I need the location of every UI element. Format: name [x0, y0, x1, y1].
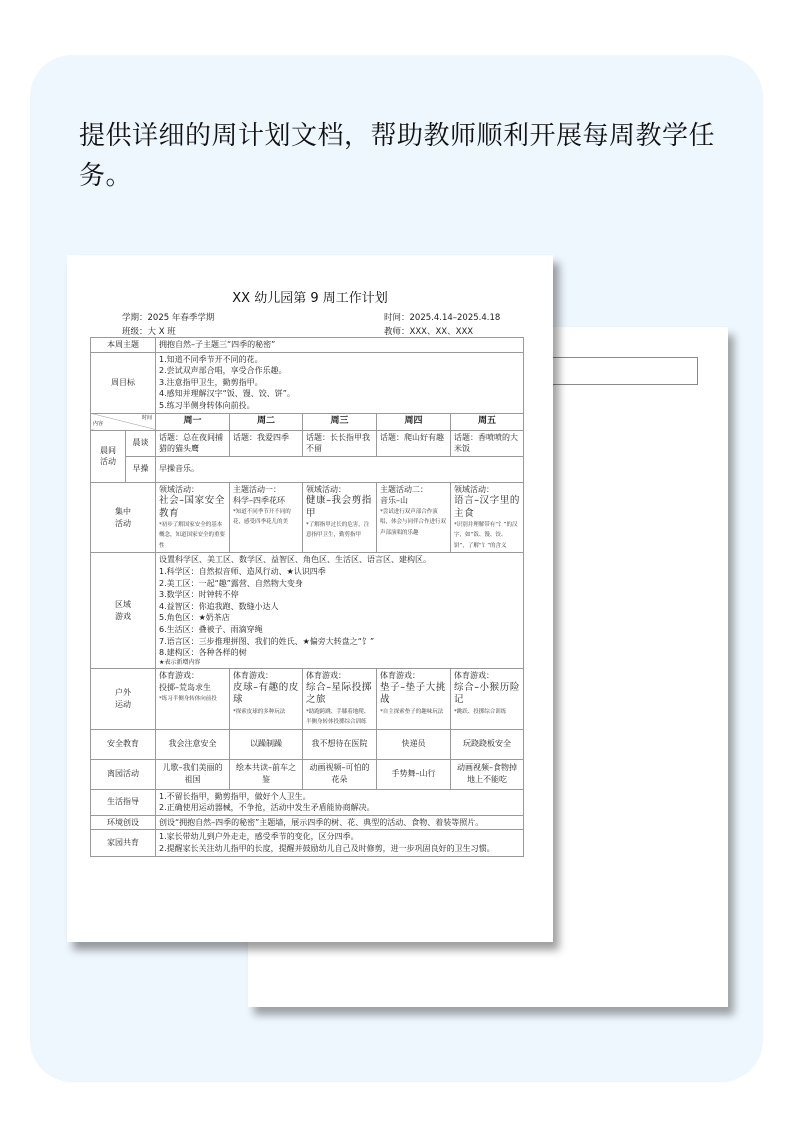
goal-item: 4.感知并理解汉字“饭、馒、饺、饼”。	[159, 389, 295, 399]
area-item: 4.益智区：你追我跑、数缝小达人	[159, 601, 279, 611]
talk-cell: 话题：我爱四季	[230, 430, 303, 456]
outdoor-row	[91, 669, 524, 729]
safety-label: 安全教育	[91, 729, 156, 759]
environment-label: 环境创设	[91, 815, 156, 830]
talk-cell: 话题：爬山好有趣	[377, 430, 451, 456]
document-title: XX 幼儿园第 9 周工作计划	[232, 291, 388, 306]
class-info: 班级：大 X 班	[122, 327, 176, 337]
leaving-cell: 动画视频–可怕的花朵	[303, 759, 377, 789]
goals-label: 周目标	[91, 352, 156, 413]
life-guidance-list: 1.不留长指甲，勤剪指甲，做好个人卫生。 2.正确使用运动器械，不争抢，活动中发生矛盾能协商解决。	[156, 789, 524, 815]
theme-value: 拥抱自然–子主题三“四季的秘密”	[156, 338, 524, 353]
area-intro: 设置科学区、美工区、数学区、益智区、角色区、生活区、语言区、建构区。	[159, 555, 431, 565]
area-item: 1.科学区：自然拟音师、造风行动、★认识四季	[159, 566, 326, 576]
focus-cell: 领域活动： 社会–国家安全教育 *初步了解国家安全的基本概念，知道国家安全的重要性	[156, 482, 230, 553]
focus-cell: 主题活动一： 科学–四季花环 *知道不同季节开不同的花，感受四季花儿的美	[230, 482, 303, 553]
focus-cell: 领域活动： 健康–我会剪指甲 *了解指甲过长的危害，注意指甲卫生，勤剪指甲	[303, 482, 377, 553]
talk-cell: 话题：总在夜间捕猎的猫头鹰	[156, 430, 230, 456]
focus-cell: 领域活动： 语言–汉字里的主食 *识别并理解带有“饣”的汉字，如“饭、馒、饺、饼”，了解“饣”的含义	[451, 482, 524, 553]
safety-cell: 玩跷跷板安全	[451, 729, 524, 759]
goal-item: 3.注意指甲卫生，勤剪指甲。	[159, 377, 263, 387]
area-item: 3.数学区：时钟转不停	[159, 590, 239, 600]
weekly-plan-table	[90, 337, 524, 857]
area-item: 5.角色区：★奶茶店	[159, 613, 230, 623]
day-header-row	[91, 413, 524, 430]
area-item: 8.建构区：各种各样的树	[159, 648, 247, 658]
leaving-cell: 手势舞–山行	[377, 759, 451, 789]
safety-cell: 以躁制躁	[230, 729, 303, 759]
exercise-label: 早操	[126, 456, 156, 482]
morning-label: 晨间 活动	[91, 430, 126, 482]
outdoor-cell: 体育游戏： 皮球–有趣的皮球 *探索皮球的多种玩法	[230, 669, 303, 729]
home-school-label: 家园共育	[91, 830, 156, 856]
term-info: 学期：2025 年春季学期	[122, 313, 215, 323]
talk-cell: 话题：香喷喷的大米饭	[451, 430, 524, 456]
goal-item: 2.尝试双声部合唱，享受合作乐趣。	[159, 366, 287, 376]
talk-label: 晨谈	[126, 430, 156, 456]
goal-item: 5.练习半侧身转体向前投。	[159, 400, 255, 410]
teacher-info: 教师：XXX、XX、XXX	[384, 327, 474, 337]
leaving-cell: 儿歌–我们美丽的祖国	[156, 759, 230, 789]
outdoor-label: 户外 运动	[91, 669, 156, 729]
outdoor-cell: 体育游戏： 综合–星际投掷之旅 *助跑跨跳、手膝着地爬、半侧身转体投掷综合训练	[303, 669, 377, 729]
life-guidance-label: 生活指导	[91, 789, 156, 815]
environment-value: 创设“拥抱自然–四季的秘密”主题墙，展示四季的树、花、典型的活动、食物、着装等照片。	[156, 815, 524, 830]
focus-label: 集中 活动	[91, 482, 156, 553]
focus-cell: 主题活动二： 音乐–山 *尝试进行双声部合作演唱，体会与同伴合作进行双声部演唱的乐趣	[377, 482, 451, 553]
area-item: 2.美工区：一起“趣”露营、自然物大变身	[159, 578, 303, 588]
safety-cell: 我会注意安全	[156, 729, 230, 759]
safety-cell: 我不想待在医院	[303, 729, 377, 759]
environment-row	[91, 815, 524, 830]
area-item: 6.生活区：叠被子、雨滴穿绳	[159, 624, 263, 634]
area-games-label: 区域 游戏	[91, 553, 156, 669]
goals-list	[156, 352, 524, 413]
theme-label: 本周主题	[91, 338, 156, 353]
document-preview	[67, 255, 553, 942]
area-item: 7.语言区：三步推理拼图、我们的姓氏、★偏旁大转盘之“饣”	[159, 636, 375, 646]
outdoor-cell: 体育游戏： 垫子–垫子大挑战 *自主探索垫子的趣味玩法	[377, 669, 451, 729]
home-school-list: 1.家长带幼儿到户外走走，感受季节的变化，区分四季。 2.提醒家长关注幼儿指甲的长度，提醒并鼓励幼儿自己及时修剪，进一步巩固良好的卫生习惯。	[156, 830, 524, 856]
outdoor-cell: 体育游戏： 投掷–荒岛求生 *练习半侧身转体向前投	[156, 669, 230, 729]
day-header-wed: 周三	[303, 413, 377, 430]
area-games-list	[156, 553, 524, 669]
day-header-thu: 周四	[377, 413, 451, 430]
theme-row	[91, 338, 524, 353]
day-header-mon: 周一	[156, 413, 230, 430]
leaving-cell: 动画视频–食物掉地上不能吃	[451, 759, 524, 789]
outdoor-cell: 体育游戏： 综合–小猴历险记 *跳跃、投掷综合训练	[451, 669, 524, 729]
life-guidance-row	[91, 789, 524, 815]
day-header-fri: 周五	[451, 413, 524, 430]
area-games-row	[91, 553, 524, 669]
headline: 提供详细的周计划文档，帮助教师顺利开展每周教学任务。	[79, 121, 716, 191]
leaving-row	[91, 759, 524, 789]
leaving-label: 离园活动	[91, 759, 156, 789]
focus-activity-row	[91, 482, 524, 553]
exercise-value: 早操音乐。	[156, 456, 524, 482]
leaving-cell: 绘本共读–前车之鉴	[230, 759, 303, 789]
diag-label-time: 时间	[141, 414, 152, 421]
morning-talk-row	[91, 430, 524, 456]
day-header-tue: 周二	[230, 413, 303, 430]
talk-cell: 话题：长长指甲我不留	[303, 430, 377, 456]
diagonal-header-cell	[91, 413, 156, 430]
safety-row	[91, 729, 524, 759]
safety-cell: 快递员	[377, 729, 451, 759]
time-info: 时间：2025.4.14–2025.4.18	[384, 313, 501, 323]
goals-row	[91, 352, 524, 413]
goal-item: 1.知道不同季节开不同的花。	[159, 354, 263, 364]
diag-label-content: 内容	[93, 421, 104, 428]
morning-exercise-row	[91, 456, 524, 482]
new-content-legend: ★表示新增内容	[159, 658, 201, 666]
home-school-row	[91, 830, 524, 856]
